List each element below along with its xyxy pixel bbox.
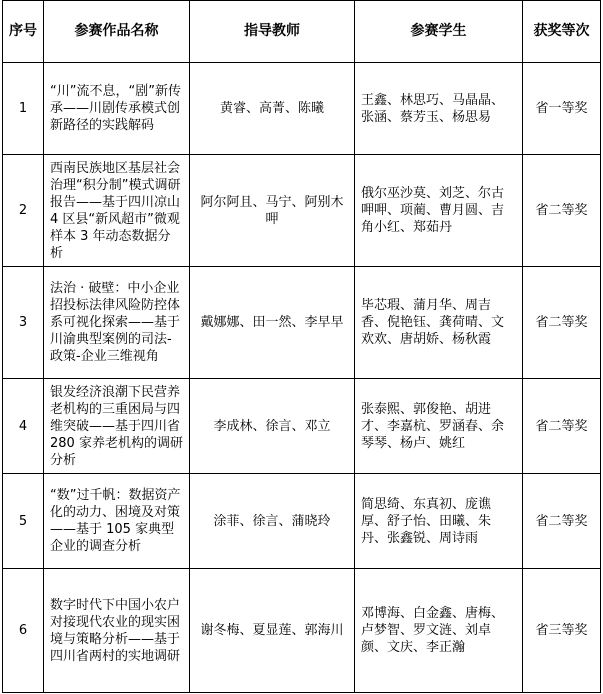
row-award: 省二等奖 [523,267,601,379]
row-award: 省一等奖 [523,63,601,155]
row-no: 1 [3,63,44,155]
row-students: 邓博海、白金鑫、唐梅、卢梦智、罗文涟、刘卓颜、文庆、李正瀚 [355,569,523,693]
table-row [3,267,601,379]
row-award: 省二等奖 [523,474,601,569]
row-no: 4 [3,379,44,474]
row-advisors: 涂菲、徐言、蒲晓玲 [190,474,355,569]
row-title: 西南民族地区基层社会治理“积分制”模式调研报告——基于四川凉山 4 区县“新风超市”微观样本 3 年动态数据分析 [44,155,190,267]
row-advisors: 李成林、徐言、邓立 [190,379,355,474]
row-title: 银发经济浪潮下民营养老机构的三重困局与四维突破——基于四川省 280 家养老机构的调研分析 [44,379,190,474]
row-students: 张泰熙、郭俊艳、胡进才、李嘉杭、罗涵春、余琴琴、杨卢、姚红 [355,379,523,474]
row-no: 6 [3,569,44,693]
row-title: “数”过千帆：数据资产化的动力、困境及对策——基于 105 家典型企业的调查分析 [44,474,190,569]
row-title: “川”流不息，“剧”新传承——川剧传承模式创新路径的实践解码 [44,63,190,155]
header-award: 获奖等次 [523,1,601,63]
table-row [3,569,601,693]
table-row [3,379,601,474]
row-students: 毕芯瑕、蒲月华、周吉香、倪艳钰、龚荷晴、文欢欢、唐胡娇、杨秋霞 [355,267,523,379]
table-row [3,63,601,155]
row-title: 法治 · 破壁：中小企业招投标法律风险防控体系可视化探索——基于川渝典型案例的司法-政策-企业三维视角 [44,267,190,379]
row-advisors: 黄睿、高菁、陈曦 [190,63,355,155]
row-award: 省二等奖 [523,155,601,267]
awards-table [2,0,601,693]
row-no: 2 [3,155,44,267]
row-students: 俄尔巫沙莫、刘芝、尔古呷呷、项蔺、曹月圆、吉角小红、郑茹丹 [355,155,523,267]
row-students: 王鑫、林思巧、马晶晶、张涵、蔡芳玉、杨思易 [355,63,523,155]
row-advisors: 戴娜娜、田一然、李早早 [190,267,355,379]
header-row [3,1,601,63]
row-students: 简思绮、东真初、庞谯厚、舒子怡、田曦、朱丹、张鑫锐、周诗雨 [355,474,523,569]
row-no: 5 [3,474,44,569]
header-no: 序号 [3,1,44,63]
row-award: 省三等奖 [523,569,601,693]
header-advisors: 指导教师 [190,1,355,63]
table-row [3,155,601,267]
header-title: 参赛作品名称 [44,1,190,63]
row-advisors: 谢冬梅、夏显莲、郭海川 [190,569,355,693]
row-award: 省二等奖 [523,379,601,474]
row-no: 3 [3,267,44,379]
row-advisors: 阿尔阿且、马宁、阿别木呷 [190,155,355,267]
header-students: 参赛学生 [355,1,523,63]
table-row [3,474,601,569]
row-title: 数字时代下中国小农户对接现代农业的现实困境与策略分析——基于四川省两村的实地调研 [44,569,190,693]
